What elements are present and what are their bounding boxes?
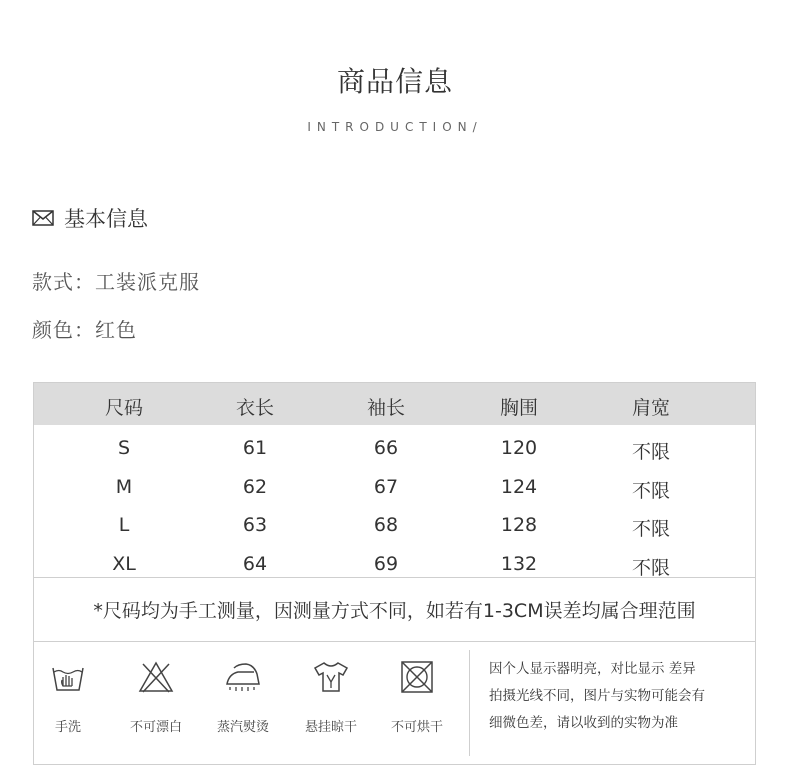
disclaimer-line: 拍摄光线不同，图片与实物可能会有 <box>489 688 705 704</box>
size-table-header <box>34 383 755 425</box>
hang-dry-icon <box>312 660 350 694</box>
cell-chest: 124 <box>500 475 538 498</box>
care-instructions <box>33 641 756 765</box>
care-label: 蒸汽熨烫 <box>216 720 269 735</box>
care-label: 不可漂白 <box>129 720 182 735</box>
color-disclaimer <box>489 656 751 737</box>
header-size: 尺码 <box>104 397 144 419</box>
hand-wash-icon <box>50 660 86 694</box>
cell-sleeve: 69 <box>373 552 399 575</box>
cell-size: S <box>117 437 131 459</box>
basic-info-heading <box>32 203 148 233</box>
cell-sleeve: 66 <box>373 437 399 459</box>
page-title: 商品信息 <box>336 65 453 98</box>
care-item-hang-dry <box>296 660 366 735</box>
no-tumble-dry-icon <box>399 660 435 694</box>
cell-length: 64 <box>242 552 268 575</box>
cell-shoulder: 不限 <box>631 556 671 579</box>
steam-iron-icon <box>224 660 262 694</box>
size-table <box>33 382 756 578</box>
cell-size: M <box>115 475 133 498</box>
measurement-note-text: *尺码均为手工测量，因测量方式不同，如若有1-3CM误差均属合理范围 <box>93 600 696 622</box>
cell-size: XL <box>112 552 136 575</box>
care-divider <box>469 650 470 756</box>
table-row <box>34 429 755 468</box>
care-item-no-bleach <box>121 660 191 735</box>
cell-length: 62 <box>242 475 268 498</box>
header-length: 衣长 <box>235 397 275 419</box>
color-info: 颜色：红色 <box>32 318 137 342</box>
header-shoulder: 肩宽 <box>631 397 671 419</box>
envelope-icon <box>32 210 54 226</box>
header-chest: 胸围 <box>499 397 539 419</box>
header-sleeve: 袖长 <box>366 397 406 419</box>
cell-length: 63 <box>242 514 268 536</box>
care-label: 悬挂晾干 <box>304 720 357 735</box>
basic-info-heading-text: 基本信息 <box>64 207 148 231</box>
cell-sleeve: 67 <box>373 475 399 498</box>
care-item-steam-iron <box>208 660 278 735</box>
cell-shoulder: 不限 <box>631 518 671 540</box>
cell-length: 61 <box>242 437 268 459</box>
cell-chest: 120 <box>500 437 538 459</box>
cell-size: L <box>118 514 130 536</box>
table-row <box>34 506 755 545</box>
cell-sleeve: 68 <box>373 514 399 536</box>
no-bleach-icon <box>138 660 174 694</box>
measurement-note <box>33 578 756 642</box>
disclaimer-line: 细微色差，请以收到的实物为准 <box>489 715 678 731</box>
style-info: 款式：工装派克服 <box>32 270 200 294</box>
care-label: 不可烘干 <box>390 720 443 735</box>
page-subtitle: INTRODUCTION/ <box>307 120 483 134</box>
cell-shoulder: 不限 <box>631 479 671 502</box>
care-item-hand-wash <box>33 660 103 735</box>
care-label: 手洗 <box>54 720 81 735</box>
table-row <box>34 468 755 507</box>
cell-chest: 128 <box>500 514 538 536</box>
care-item-no-tumble-dry <box>382 660 452 735</box>
cell-shoulder: 不限 <box>631 441 671 463</box>
cell-chest: 132 <box>500 552 538 575</box>
disclaimer-line: 因个人显示器明亮，对比显示 差异 <box>489 661 696 677</box>
